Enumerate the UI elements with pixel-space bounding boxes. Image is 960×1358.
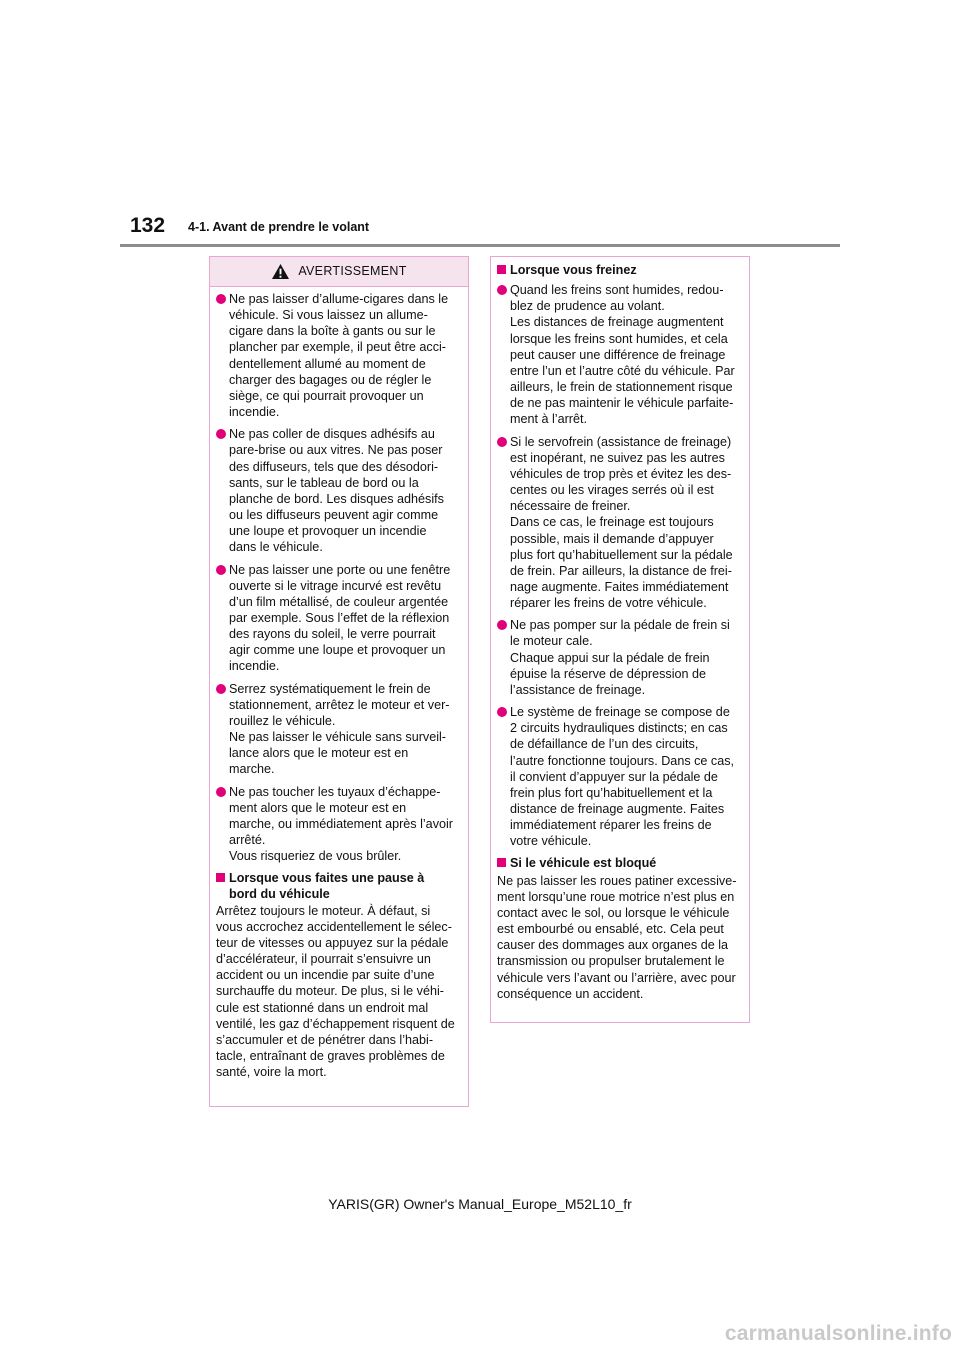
text-line: lorsque les freins sont humides, et cela bbox=[510, 331, 728, 346]
square-bullet-icon bbox=[497, 265, 506, 274]
text-line: des rayons du soleil, le verre pourrait bbox=[229, 627, 436, 642]
text-line: Ne pas coller de disques adhésifs au bbox=[229, 427, 435, 442]
text-line: Ne pas laisser les roues patiner excessive- bbox=[497, 873, 737, 888]
text-line: santé, voire la mort. bbox=[216, 1065, 327, 1080]
text-line: votre véhicule. bbox=[510, 834, 592, 849]
text-line: marche. bbox=[229, 762, 275, 777]
text-line: rouillez le véhicule. bbox=[229, 713, 336, 728]
header-rule bbox=[120, 244, 840, 247]
heading-line: bord du véhicule bbox=[229, 887, 330, 902]
text-line: de défaillance de l’un des circuits, bbox=[510, 737, 699, 752]
text-line: l’assistance de freinage. bbox=[510, 682, 646, 697]
text-line: vous accrochez accidentellement le sélec- bbox=[216, 919, 452, 934]
brake-bullet bbox=[497, 434, 741, 612]
warning-bullet bbox=[216, 681, 460, 778]
text-line: charger des bagages ou de régler le bbox=[229, 372, 432, 387]
bullet-dot-icon bbox=[497, 707, 507, 717]
text-line: arrêté. bbox=[229, 833, 266, 847]
text-line: d’un film métallisé, de couleur argentée bbox=[229, 594, 449, 609]
text-line: surchauffe du moteur. De plus, si le véhi- bbox=[216, 984, 444, 999]
warning-box bbox=[209, 256, 469, 1107]
text-line: le moteur cale. bbox=[510, 634, 593, 649]
text-line: plus fort qu’habituellement sur la pédale bbox=[510, 547, 733, 562]
text-line: contact avec le sol, ou lorsque le véhicule bbox=[497, 905, 730, 920]
text-line: véhicule. Si vous laissez un allume- bbox=[229, 308, 428, 323]
text-line: de ne pas maintenir le véhicule parfaite- bbox=[510, 396, 734, 411]
text-line: épuise la réserve de dépression de bbox=[510, 666, 707, 681]
text-line: frein plus fort qu’habituellement et la bbox=[510, 785, 713, 800]
text-line: une loupe et provoquer un incendie bbox=[229, 524, 427, 539]
warning-triangle-icon bbox=[271, 263, 290, 280]
text-line: blez de prudence au volant. bbox=[510, 299, 665, 314]
text-line: ment alors que le moteur est en bbox=[229, 800, 407, 815]
text-line: Ne pas laisser d’allume-cigares dans le bbox=[229, 292, 449, 306]
text-line: Ne pas laisser une porte ou une fenêtre bbox=[229, 562, 451, 577]
text-line: par exemple. Sous l’effet de la réflexion bbox=[229, 610, 450, 625]
bullet-dot-icon bbox=[216, 565, 226, 575]
text-line: Les distances de freinage augmentent bbox=[510, 315, 724, 330]
text-line: Ne pas pomper sur la pédale de frein si bbox=[510, 618, 730, 633]
text-line: des diffuseurs, tels que des désodori- bbox=[229, 459, 439, 474]
page-number: 132 bbox=[130, 214, 166, 237]
text-line: pare-brise ou aux vitres. Ne pas poser bbox=[229, 443, 443, 458]
text-line: Ne pas toucher les tuyaux d’échappe- bbox=[229, 784, 441, 799]
warning-bullet bbox=[216, 291, 460, 420]
text-line: immédiatement réparer les freins de bbox=[510, 818, 712, 833]
heading-line: Lorsque vous faites une pause à bbox=[229, 871, 425, 886]
text-line: incendie. bbox=[229, 405, 280, 420]
bullet-dot-icon bbox=[216, 294, 226, 304]
bullet-dot-icon bbox=[216, 787, 226, 797]
watermark: carmanualsonline.info bbox=[724, 1322, 952, 1345]
text-line: centes ou les virages serrés où il est bbox=[510, 483, 714, 498]
text-line: entre l’un et l’autre côté du véhicule. Par bbox=[510, 363, 735, 378]
text-line: agir comme une loupe et provoquer un bbox=[229, 643, 446, 658]
text-line: ouverte si le vitrage incurvé est revêtu bbox=[229, 578, 442, 593]
stuck-heading bbox=[497, 855, 741, 871]
stuck-paragraph bbox=[497, 873, 741, 1002]
text-line: sants, sur le tableau de bord ou la bbox=[229, 475, 419, 490]
text-line: teur de vitesses ou appuyez sur la pédale bbox=[216, 935, 449, 950]
text-line: d’accélérateur, il pourrait s’ensuivre un bbox=[216, 952, 431, 967]
brake-bullet bbox=[497, 704, 741, 849]
text-line: possible, mais il demande d’appuyer bbox=[510, 531, 714, 546]
text-line: 2 circuits hydrauliques distincts; en cas bbox=[510, 721, 728, 736]
text-line: il convient d’appuyer sur la pédale de bbox=[510, 769, 718, 784]
bullet-dot-icon bbox=[216, 429, 226, 439]
text-line: Quand les freins sont humides, redou- bbox=[510, 283, 724, 298]
brake-bullet bbox=[497, 617, 741, 698]
heading-line: Lorsque vous freinez bbox=[510, 263, 637, 277]
text-line: distance de freinage augmente. Faites bbox=[510, 802, 725, 816]
bullet-dot-icon bbox=[497, 620, 507, 630]
brake-heading bbox=[497, 262, 741, 278]
warning-bullet bbox=[216, 562, 460, 675]
text-line: dans le véhicule. bbox=[229, 540, 323, 555]
text-line: ou les diffuseurs peuvent agir comme bbox=[229, 508, 439, 523]
text-line: Ne pas laisser le véhicule sans surveil- bbox=[229, 730, 446, 745]
text-line: nage augmente. Faites immédiatement bbox=[510, 579, 729, 594]
text-line: conséquence un accident. bbox=[497, 986, 644, 1001]
text-line: Chaque appui sur la pédale de frein bbox=[510, 650, 710, 665]
text-line: ailleurs, le frein de stationnement risque bbox=[510, 380, 733, 395]
text-line: plancher par exemple, il peut être acci- bbox=[229, 340, 447, 355]
text-line: Le système de freinage se compose de bbox=[510, 705, 730, 720]
square-bullet-icon bbox=[497, 858, 506, 867]
braking-body bbox=[491, 257, 749, 1002]
text-line: ventilé, les gaz d’échappement risquent de bbox=[216, 1016, 455, 1031]
warning-header bbox=[210, 257, 468, 287]
text-line: Dans ce cas, le freinage est toujours bbox=[510, 515, 714, 530]
bullet-dot-icon bbox=[497, 437, 507, 447]
text-line: tacle, entraînant de graves problèmes de bbox=[216, 1049, 445, 1064]
text-line: incendie. bbox=[229, 659, 280, 674]
section-title: 4-1. Avant de prendre le volant bbox=[188, 220, 370, 234]
text-line: stationnement, arrêtez le moteur et ver- bbox=[229, 697, 450, 712]
warning-bullet bbox=[216, 426, 460, 555]
bullet-dot-icon bbox=[497, 285, 507, 295]
text-line: véhicules de trop près et évitez les des- bbox=[510, 466, 732, 481]
text-line: cigare dans la boîte à gants ou sur le bbox=[229, 324, 436, 339]
warning-title: AVERTISSEMENT bbox=[298, 264, 407, 279]
text-line: siège, ce qui pourrait provoquer un bbox=[229, 388, 424, 403]
text-line: planche de bord. Les disques adhésifs bbox=[229, 491, 444, 506]
text-line: lance alors que le moteur est en bbox=[229, 746, 409, 761]
text-line: l’autre fonctionne toujours. Dans ce cas, bbox=[510, 753, 735, 768]
text-line: véhicule vers l’avant ou l’arrière, avec pour bbox=[497, 970, 736, 985]
text-line: est embourbé ou ensablé, etc. Cela peut bbox=[497, 922, 724, 937]
text-line: ment à l’arrêt. bbox=[510, 412, 587, 427]
text-line: Serrez systématiquement le frein de bbox=[229, 681, 431, 696]
text-line: peut causer une différence de freinage bbox=[510, 347, 726, 362]
text-line: nécessaire de freiner. bbox=[510, 499, 631, 514]
text-line: causer des dommages aux organes de la bbox=[497, 938, 729, 953]
text-line: de frein. Par ailleurs, la distance de frei- bbox=[510, 563, 732, 578]
brake-bullet bbox=[497, 282, 741, 427]
text-line: Arrêtez toujours le moteur. À défaut, si bbox=[216, 903, 431, 918]
warning-bullet bbox=[216, 784, 460, 865]
text-line: s’accumuler et de pénétrer dans l’habi- bbox=[216, 1032, 434, 1047]
text-line: marche, ou immédiatement après l’avoir bbox=[229, 816, 453, 831]
text-line: ment lorsqu’une roue motrice n’est plus en bbox=[497, 889, 735, 904]
text-line: réparer les freins de votre véhicule. bbox=[510, 596, 707, 611]
square-bullet-icon bbox=[216, 873, 225, 882]
bullet-dot-icon bbox=[216, 684, 226, 694]
pause-heading bbox=[216, 870, 460, 902]
text-line: Si le servofrein (assistance de freinage) bbox=[510, 434, 732, 449]
text-line: est inopérant, ne suivez pas les autres bbox=[510, 450, 725, 465]
warning-body bbox=[210, 287, 468, 1080]
heading-line: Si le véhicule est bloqué bbox=[510, 856, 657, 871]
text-line: transmission ou propulser brutalement le bbox=[497, 954, 725, 969]
pause-paragraph bbox=[216, 903, 460, 1081]
text-line: cule est stationné dans un endroit mal bbox=[216, 1000, 429, 1015]
text-line: accident ou un incendie par suite d’une bbox=[216, 968, 435, 983]
text-line: dentellement allumé au moment de bbox=[229, 356, 426, 371]
braking-box bbox=[490, 256, 750, 1023]
footer-manual-id: YARIS(GR) Owner's Manual_Europe_M52L10_fr bbox=[328, 1196, 632, 1212]
text-line: Vous risqueriez de vous brûler. bbox=[229, 849, 402, 864]
